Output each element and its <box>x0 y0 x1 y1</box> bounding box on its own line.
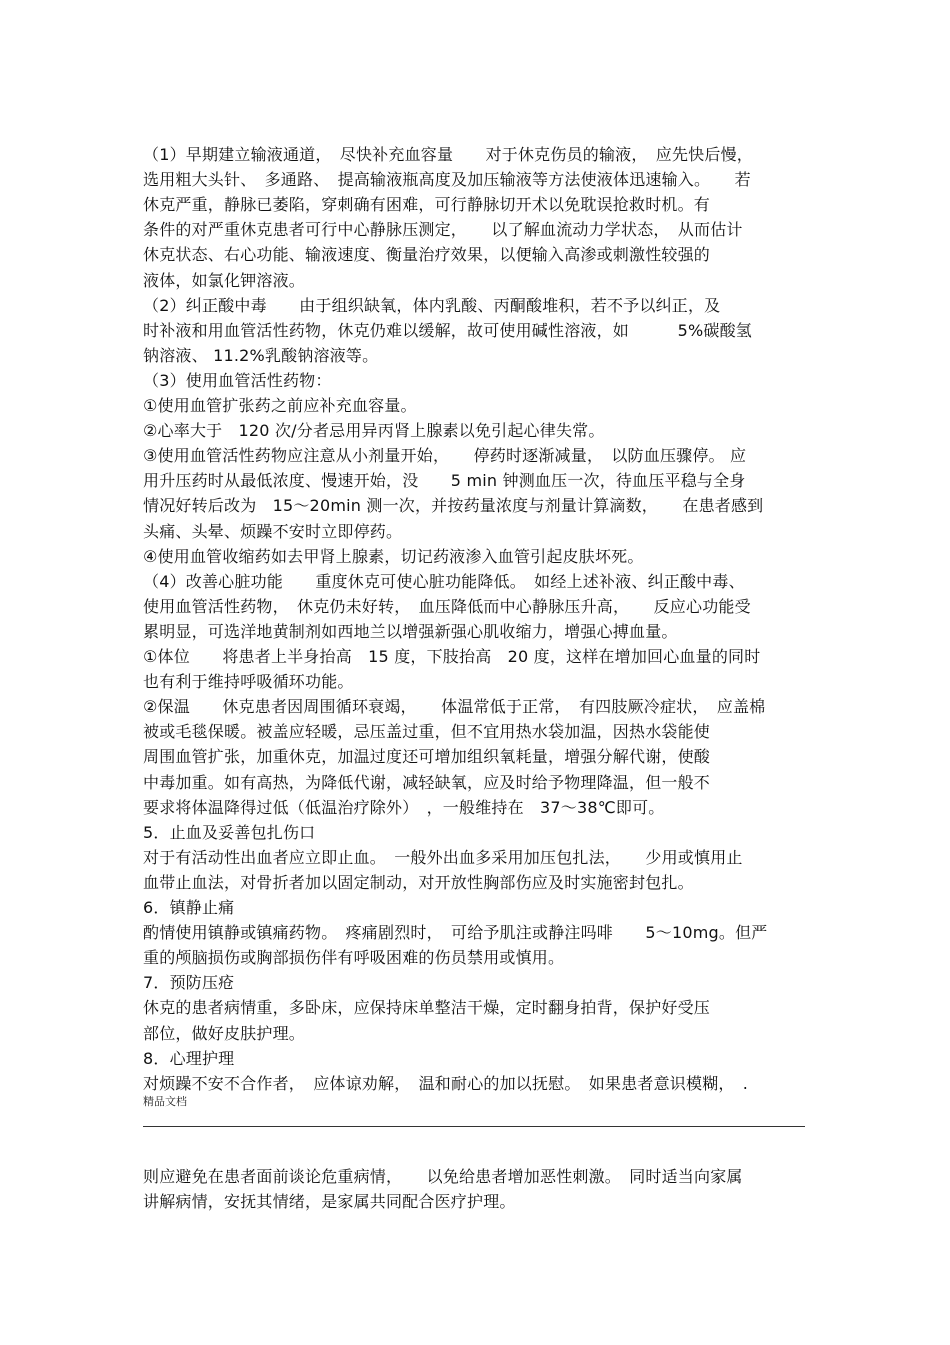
text-line: 要求将体温降得过低（低温治疗除外） ，一般维持在 37～38℃即可。 <box>143 797 665 817</box>
text-line: 被或毛毯保暖。被盖应轻暖，忌压盖过重，但不宜用热水袋加温，因热水袋能使 <box>143 722 711 742</box>
text-line: 条件的对严重休克患者可行中心静脉压测定， 以了解血流动力学状态， 从而估计 <box>143 220 743 240</box>
text-line: 使用血管活性药物， 休克仍未好转， 血压降低而中心静脉压升高， 反应心功能受 <box>143 596 751 616</box>
text-line: ④使用血管收缩药如去甲肾上腺素，切记药液渗入血管引起皮肤坏死。 <box>143 546 644 566</box>
footer-label: 精品文档 <box>143 1095 187 1108</box>
text-line: 部位，做好皮肤护理。 <box>143 1023 306 1043</box>
text-line: 酌情使用镇静或镇痛药物。 疼痛剧烈时， 可给予肌注或静注吗啡 5～10mg。但严 <box>143 923 768 943</box>
text-line: 头痛、头晕、烦躁不安时立即停药。 <box>143 521 403 541</box>
text-line: ②心率大于 120 次/分者忌用异丙肾上腺素以免引起心律失常。 <box>143 421 605 441</box>
text-line: 休克严重，静脉已萎陷，穿刺确有困难，可行静脉切开术以免耽误抢救时机。有 <box>143 195 711 215</box>
text-line: 时补液和用血管活性药物，休克仍难以缓解，故可使用碱性溶液，如 5%碳酸氢 <box>143 320 752 340</box>
text-line: 休克状态、右心功能、输液速度、衡量治疗效果，以便输入高渗或刺激性较强的 <box>143 245 711 265</box>
text-line: 5．止血及妥善包扎伤口 <box>143 822 316 842</box>
text-line: 周围血管扩张，加重休克，加温过度还可增加组织氧耗量，增强分解代谢，使酸 <box>143 747 711 767</box>
text-line: 8．心理护理 <box>143 1048 235 1068</box>
text-line: 则应避免在患者面前谈论危重病情， 以免给患者增加恶性刺激。 同时适当向家属 <box>143 1167 743 1186</box>
text-line: 钠溶液、 11.2%乳酸钠溶液等。 <box>143 345 379 365</box>
text-line: 7．预防压疮 <box>143 973 235 993</box>
text-line: 休克的患者病情重，多卧床，应保持床单整洁干燥，定时翻身拍背，保护好受压 <box>143 998 711 1018</box>
text-line: 对烦躁不安不合作者， 应体谅劝解， 温和耐心的加以抚慰。 如果患者意识模糊， . <box>143 1073 749 1093</box>
text-line: 血带止血法，对骨折者加以固定制动，对开放性胸部伤应及时实施密封包扎。 <box>143 872 694 892</box>
text-line: 6．镇静止痛 <box>143 898 235 917</box>
text-line: 选用粗大头针、 多通路、 提高输液瓶高度及加压输液等方法使液体迅速输入。 若 <box>143 170 751 190</box>
text-line: 用升压药时从最低浓度、慢速开始，没 5 min 钟测血压一次，待血压平稳与全身 <box>143 471 746 491</box>
text-line: 对于有活动性出血者应立即止血。 一般外出血多采用加压包扎法， 少用或慎用止 <box>143 847 743 867</box>
text-line: ①使用血管扩张药之前应补充血容量。 <box>143 396 417 415</box>
text-line: ②保温 休克患者因周围循环衰竭， 体温常低于正常， 有四肢厥冷症状， 应盖棉 <box>143 697 766 717</box>
text-line: 液体，如氯化钾溶液。 <box>143 270 306 290</box>
text-line: 讲解病情，安抚其情绪，是家属共同配合医疗护理。 <box>143 1192 516 1211</box>
text-line: 情况好转后改为 15～20min 测一次，并按药量浓度与剂量计算滴数， 在患者感到 <box>143 496 764 516</box>
text-line: 累明显，可选洋地黄制剂如西地兰以增强新强心肌收缩力，增强心搏血量。 <box>143 621 678 641</box>
text-line: （1）早期建立输液通道， 尽快补充血容量 对于休克伤员的输液， 应先快后慢， <box>143 145 753 164</box>
text-line: ①体位 将患者上半身抬高 15 度，下肢抬高 20 度，这样在增加回心血量的同时 <box>143 647 761 666</box>
text-line: 重的颅脑损伤或胸部损伤伴有呼吸困难的伤员禁用或慎用。 <box>143 948 565 968</box>
text-line: 也有利于维持呼吸循环功能。 <box>143 672 354 692</box>
text-line: （2）纠正酸中毒 由于组织缺氧，体内乳酸、丙酮酸堆积，若不予以纠正，及 <box>143 295 721 315</box>
text-line: 中毒加重。如有高热，为降低代谢，减轻缺氧，应及时给予物理降温，但一般不 <box>143 772 711 792</box>
page-divider <box>143 1126 805 1127</box>
text-line: （4）改善心脏功能 重度休克可使心脏功能降低。 如经上述补液、纠正酸中毒、 <box>143 571 745 591</box>
text-line: ③使用血管活性药物应注意从小剂量开始， 停药时逐渐减量， 以防血压骤停。 应 <box>143 446 747 466</box>
text-line: （3）使用血管活性药物： <box>143 370 332 390</box>
